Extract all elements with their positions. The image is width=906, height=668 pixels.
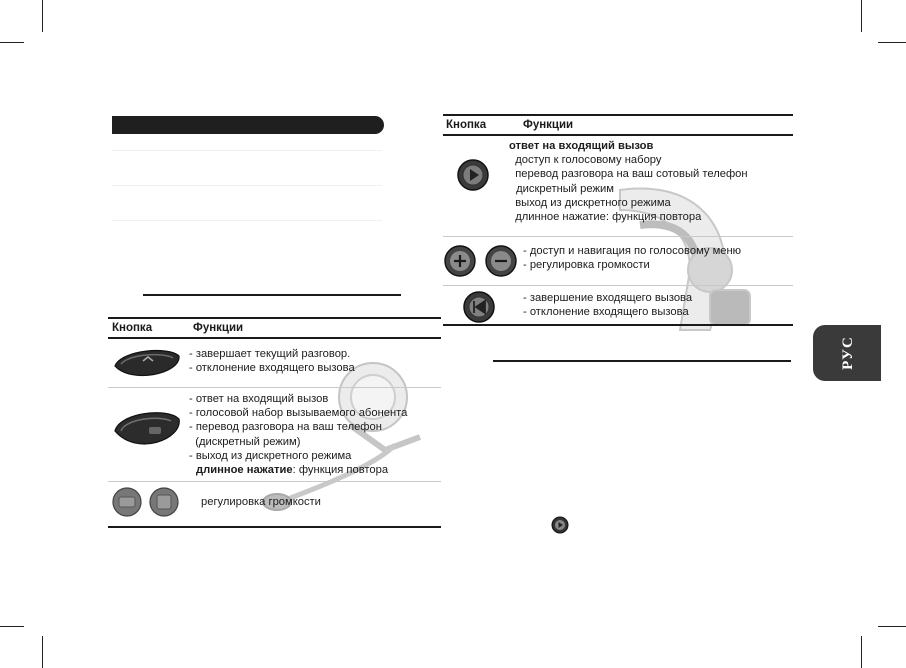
oval-call-button-icon [111,405,183,455]
function-line: регулировка громкости [201,496,321,508]
crop-mark [861,0,862,32]
faint-line [112,150,382,151]
crop-mark [878,626,906,627]
table-top-rule [443,114,793,116]
row-functions [523,291,692,319]
col-header-functions: Функции [523,119,574,131]
col-header-functions: Функции [193,322,244,334]
round-back-button-icon [462,290,496,324]
inline-play-button-icon [551,516,569,534]
row-functions [189,392,407,477]
volume-buttons-icon [111,486,181,518]
function-line: длинное нажатие: функция повтора [509,211,702,224]
long-press-bold: длинное нажатие [196,464,293,477]
table-header-rule [108,337,441,339]
row-separator [108,387,441,388]
col-header-button: Кнопка [446,119,487,131]
table-top-rule [108,317,441,319]
table-header-rule [443,134,793,136]
oval-end-call-button-icon [111,344,183,384]
row-separator [443,236,793,237]
function-line: (дискретный режим) [189,435,301,448]
function-line: - завершение входящего вызова [523,292,693,304]
function-line: - отклонение входящего вызова [523,306,689,319]
function-line: - отклонение входящего вызова [189,362,355,375]
crop-mark [0,42,24,43]
table-bottom-rule [443,324,793,326]
language-tab-label: РУС [839,336,856,370]
bold-function: ответ на входящий вызов [509,140,654,152]
section-header-bar [112,116,384,134]
faint-line [112,185,382,186]
crop-mark [878,42,906,43]
function-line: - завершает текущий разговор. [189,348,351,360]
row-functions [509,139,748,224]
row-separator [443,285,793,286]
row-functions [523,244,741,272]
function-line: - перевод разговора на ваш телефон [189,421,382,434]
function-line: дискретный режим [513,182,614,195]
long-press-rest: : функция повтора [292,464,389,477]
function-line: перевод разговора на ваш сотовый телефон [509,168,748,181]
subsection-underline [143,294,401,296]
subsection-underline [493,360,791,362]
faint-line [112,220,382,221]
crop-mark [0,626,24,627]
col-header-button: Кнопка [112,322,153,334]
function-line: - ответ на входящий вызов [189,393,329,405]
function-line: - выход из дискретного режима [189,449,352,462]
plus-minus-buttons-icon [444,243,520,279]
row-functions [189,347,355,375]
table-bottom-rule [108,526,441,528]
round-play-button-icon [456,158,490,192]
crop-mark [861,636,862,668]
function-line: выход из дискретного режима [509,196,671,209]
row-separator [108,481,441,482]
crop-mark [42,636,43,668]
row-functions [201,495,321,509]
function-line: - доступ и навигация по голосовому меню [523,245,742,257]
function-line: - регулировка громкости [523,259,650,272]
function-line-bold [509,139,748,153]
long-press-line [189,463,407,477]
function-line: - голосовой набор вызываемого абонента [189,407,408,420]
crop-mark [42,0,43,32]
function-line: доступ к голосовому набору [509,154,662,167]
